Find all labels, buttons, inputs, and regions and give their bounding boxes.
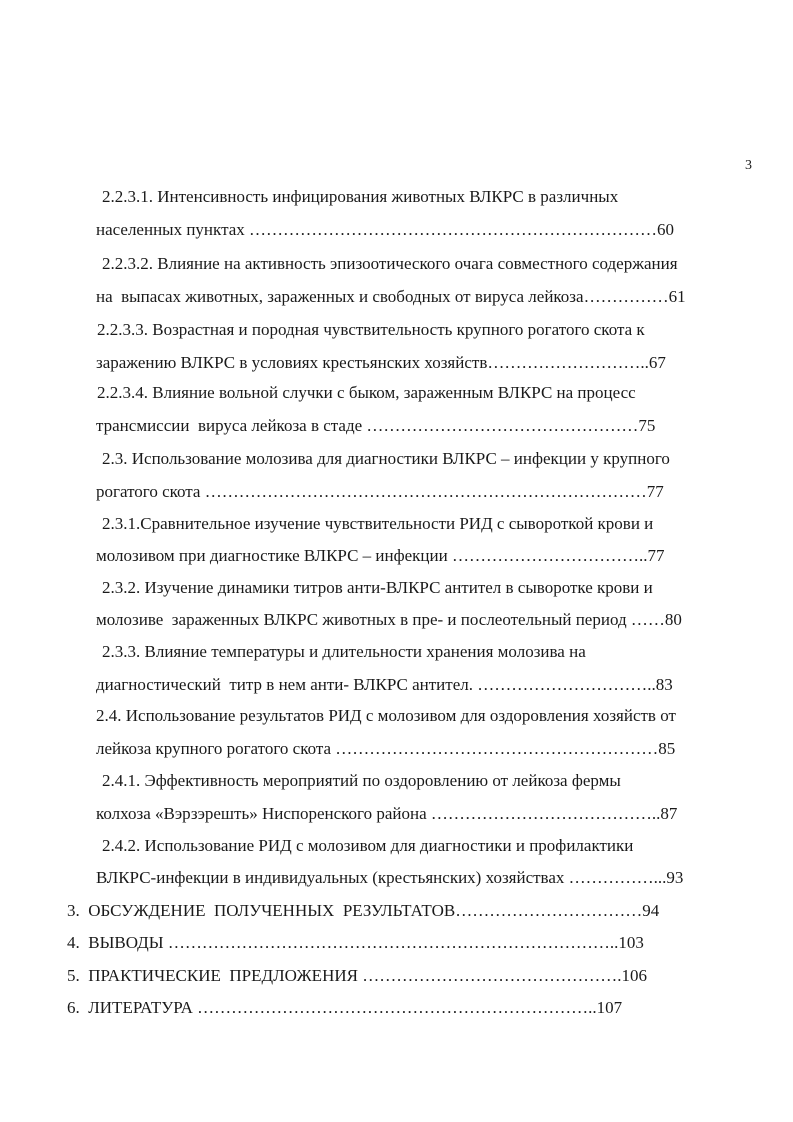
toc-line: молозивом при диагностике ВЛКРС – инфекции ……………………………..77 — [96, 546, 665, 565]
toc-line: 6. ЛИТЕРАТУРА ……………………………………………………………..107 — [67, 998, 623, 1017]
toc-line: трансмиссии вируса лейкоза в стаде …………………………………………75 — [96, 416, 656, 435]
toc-line: рогатого скота ……………………………………………………………………77 — [96, 482, 664, 501]
toc-line: колхоза «Вэрзэрешть» Ниспоренского района …………………………………..87 — [96, 804, 678, 823]
toc-line: 2.2.3.2. Влияние на активность эпизоотического очага совместного содержания — [102, 254, 678, 273]
toc-line: 4. ВЫВОДЫ ……………………………………………………………………..103 — [67, 933, 644, 952]
toc-line: заражению ВЛКРС в условиях крестьянских хозяйств………………………..67 — [96, 353, 666, 372]
toc-line: 2.4.2. Использование РИД с молозивом для диагностики и профилактики — [102, 836, 634, 855]
toc-line: 2.3. Использование молозива для диагностики ВЛКРС – инфекции у крупного — [102, 449, 670, 468]
toc-line: молозиве зараженных ВЛКРС животных в пре- и послеотельный период ……80 — [96, 610, 682, 629]
toc-line: населенных пунктах ………………………………………………………………60 — [96, 220, 674, 239]
toc-line: 2.3.2. Изучение динамики титров анти-ВЛКРС антител в сыворотке крови и — [102, 578, 653, 597]
toc-line: ВЛКРС-инфекции в индивидуальных (крестьянских) хозяйствах ……………...93 — [96, 868, 684, 887]
toc-line: 2.3.1.Сравнительное изучение чувствительности РИД с сывороткой крови и — [102, 514, 654, 533]
page-number: 3 — [745, 158, 752, 173]
toc-line: 2.2.3.3. Возрастная и породная чувствительность крупного рогатого скота к — [97, 320, 645, 339]
toc-line: 5. ПРАКТИЧЕСКИЕ ПРЕДЛОЖЕНИЯ ……………………………………….106 — [67, 966, 647, 985]
toc-line: 2.2.3.1. Интенсивность инфицирования животных ВЛКРС в различных — [102, 187, 619, 206]
toc-line: 2.4. Использование результатов РИД с молозивом для оздоровления хозяйств от — [96, 706, 676, 725]
toc-line: диагностический титр в нем анти- ВЛКРС антител. …………………………..83 — [96, 675, 673, 694]
toc-line: 2.2.3.4. Влияние вольной случки с быком, зараженным ВЛКРС на процесс — [97, 383, 636, 402]
toc-line: 2.3.3. Влияние температуры и длительности хранения молозива на — [102, 642, 586, 661]
toc-line: на выпасах животных, зараженных и свободных от вируса лейкоза……………61 — [96, 287, 686, 306]
toc-line: лейкоза крупного рогатого скота …………………………………………………85 — [96, 739, 676, 758]
toc-line: 2.4.1. Эффективность мероприятий по оздоровлению от лейкоза фермы — [102, 771, 621, 790]
toc-line: 3. ОБСУЖДЕНИЕ ПОЛУЧЕННЫХ РЕЗУЛЬТАТОВ……………………………94 — [67, 901, 660, 920]
